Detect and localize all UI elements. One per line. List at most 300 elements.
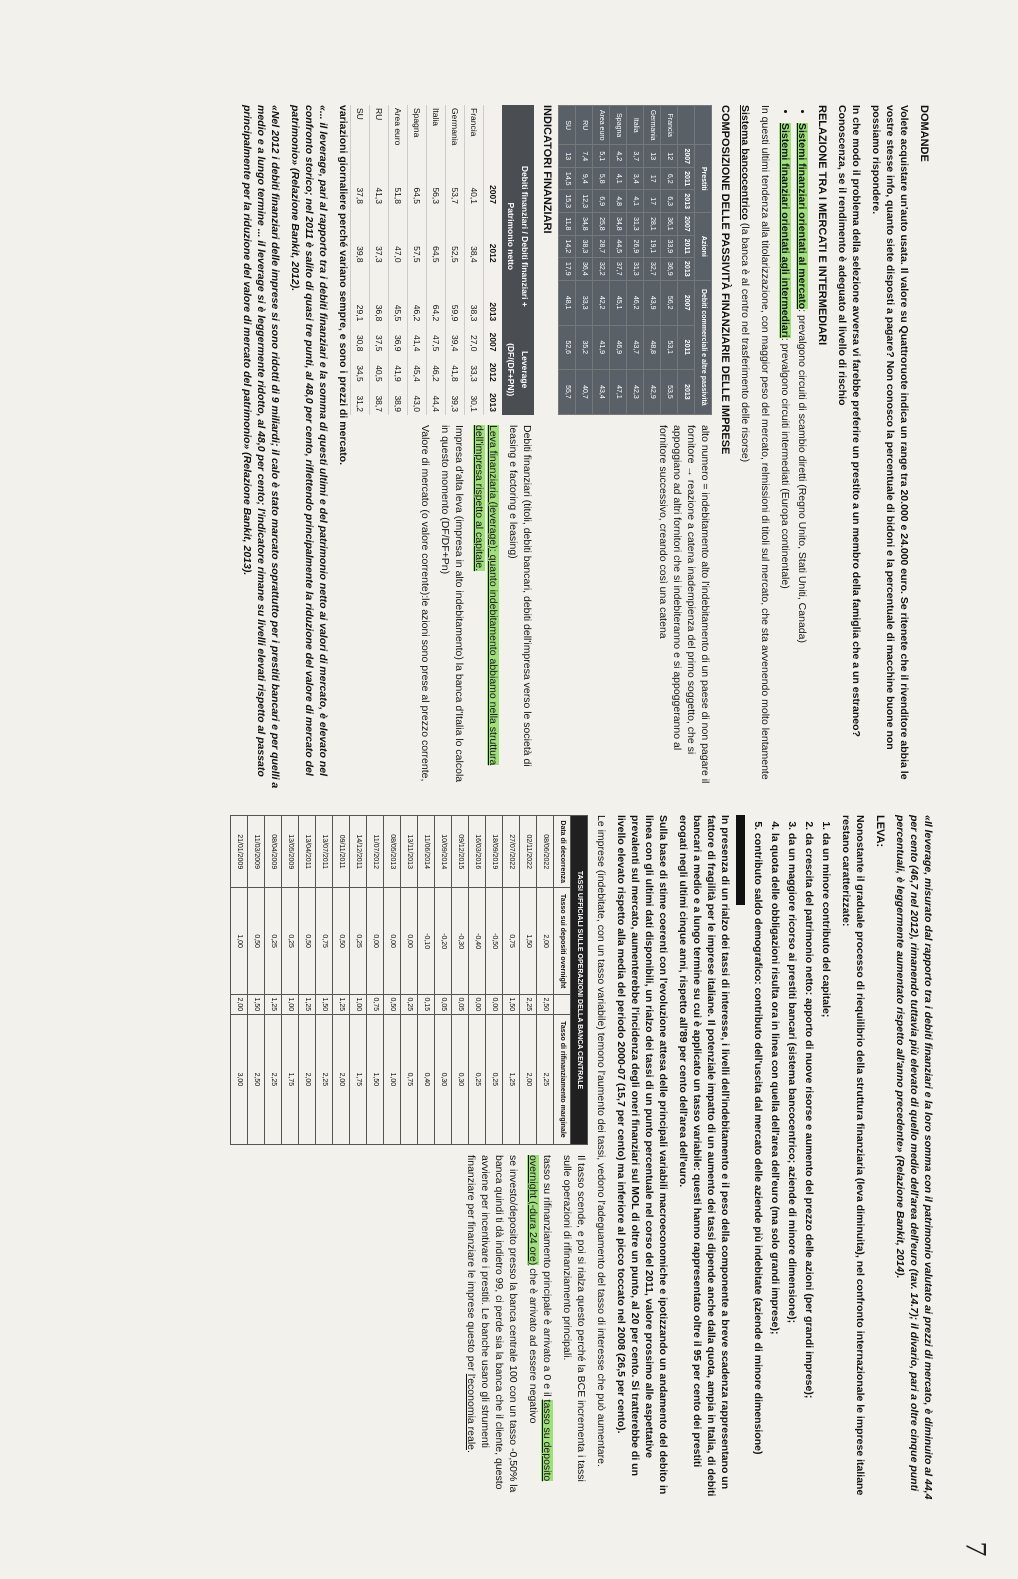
table-cell: 39,8 [351,207,370,266]
indicatori-year-4: 2012 [484,355,503,385]
table-row [370,105,389,415]
debiti-paragraph-2: Impresa d'alta leva (impresa in alto indebitamento) la banca d'Italia lo calcola in questo momento (DF/DF+Pn) [439,425,465,783]
bancocentrico-paragraph [738,105,752,795]
table-cell: 0,50 [248,888,265,994]
table-cell: 56,2 [661,280,678,325]
relazione-item-mercato-rest: : prevalgono circuiti di scambio diretti (Regno Unito, Stati Uniti, Canada) [796,309,808,643]
tassi-header-blank [554,994,571,1014]
relazione-item-intermediari-rest: : prevalgono circuiti intermediati (Europa continentale) [779,337,791,589]
table-cell: 44,4 [427,385,446,415]
table-row [661,106,678,415]
debiti-paragraph-3: Valore di mercato (o valore corrente):le azioni sono prese al prezzo corrente, [419,425,431,782]
table-cell: 13/07/2011 [316,816,333,888]
indicatori-table-group-header [502,105,534,415]
table-cell: 1,25 [265,994,282,1014]
indicatori-corner-cell [502,105,534,148]
table-cell: 1,50 [316,994,333,1014]
table-cell: 57,5 [408,207,427,266]
table-cell: 11/06/2014 [418,816,435,888]
table-cell: 36,8 [370,266,389,325]
table-cell: 1,00 [384,1014,401,1144]
table-cell: 25,8 [593,213,610,236]
tasso-p3-end: . [465,1450,477,1453]
table-cell: 19,1 [644,235,661,257]
table-cell: 35,2 [576,325,593,369]
table-cell: 1,75 [282,1014,299,1144]
table-cell: -0,40 [469,888,486,994]
table-cell: 47,0 [389,207,408,266]
table-cell: 0,00 [486,994,503,1014]
table-row [408,105,427,415]
table-cell: 4,8 [610,190,627,213]
tasso-paragraph-3 [464,1155,520,1495]
table-cell: 36,4 [576,257,593,280]
table-cell: 18/09/2019 [486,816,503,888]
table-cell: 51,8 [389,148,408,207]
table-cell: 2,00 [231,994,248,1014]
table-cell: 5,1 [593,145,610,168]
passivita-year-2: 2013 [678,190,695,213]
table-cell: 52,5 [446,207,465,266]
table-row [350,816,367,1145]
table-cell: 2,50 [537,994,554,1014]
table-cell: 42,2 [593,280,610,325]
tendenza-paragraph: In questi ultimi tendenza alla titolarizzazione, con maggior peso del mercato, relmissioni di titoli sul mercato, che sta avvenendo molto lentamente [759,105,771,780]
indicatori-year-corner [484,105,503,148]
table-row [627,106,644,415]
table-row [427,105,446,415]
passivita-header-azioni: Azioni [695,213,712,281]
table-cell: 0,25 [486,1014,503,1144]
relazione-title: RELAZIONE TRA I MERCATI E INTERMEDIARI [816,105,828,346]
composizione-row [558,105,712,795]
table-row [265,816,282,1145]
table-cell: 31,2 [351,385,370,415]
table-cell: 37,5 [370,324,389,354]
table-cell: 38,4 [465,207,484,266]
table-cell: 32,7 [644,257,661,280]
table-cell: 39,3 [446,385,465,415]
leva-title: LEVA: [874,815,886,848]
debiti-notes [350,425,534,785]
tasso-p3-text: se investo/deposito presso la banca centrale 100 con un tasso -0,50% la banca quindi ti dà indietro 99, ci perde sia la banca che il cliente, questo avviene per incentivare i prestiti. Le banche usano gli strumenti finanziare per finanziare le imprese questo per [465,1155,519,1493]
table-cell: 02/11/2022 [520,816,537,888]
table-cell: 31,3 [627,213,644,236]
passivita-header-prestiti: Prestiti [695,145,712,213]
table-row [418,816,435,1145]
tasso-notes [230,1155,588,1495]
table-cell: 53,1 [661,325,678,369]
table-cell: 38,9 [389,385,408,415]
table-cell: 2,50 [248,1014,265,1144]
debiti-paragraph-1: Debiti finanziari (titoli, debiti bancari, debiti dell'impresa verso le società di leasing e factoring e leasing) [507,425,533,767]
table-cell: 12 [661,145,678,168]
tassi-title-row [571,816,588,1145]
passivita-year-5: 2013 [678,257,695,280]
tassi-header-data: Data di decorrenza [554,816,571,888]
table-cell: 2,25 [316,1014,333,1144]
table-row [486,816,503,1145]
row-label: Spagna [610,106,627,145]
table-cell: 1,00 [350,994,367,1014]
indicatori-table-body [351,105,484,415]
table-cell: 10/09/2014 [435,816,452,888]
table-cell: 37,8 [351,148,370,207]
table-cell: 41,9 [389,355,408,385]
table-cell: 13 [644,145,661,168]
domande-paragraph-1: Volete acquistare un'auto usata. Il valore su Quattroruote indica un range tra 20.000 e 24.000 euro. Se ritenete che il rivenditore abbia le vostre stesse info, quanto siete disposti a pagare? Non conosco la percentuale di bidoni e la percentuale di macchine buone non possiamo rispondere. [870,105,910,780]
table-cell: 46,2 [627,280,644,325]
table-cell: 47,1 [610,369,627,414]
table-cell: 46,2 [427,355,446,385]
row-label: Area euro [389,105,408,148]
row-label: Spagna [408,105,427,148]
row-label: Francia [465,105,484,148]
table-cell: 0,25 [282,888,299,994]
row-label: SU [559,106,576,145]
table-cell: 14,2 [559,235,576,257]
table-cell: 6,9 [593,190,610,213]
leva-item-2: 2. da crescita del patrimonio netto: apporto di nuove risorse e aumento del prezzo delle azioni (per grandi imprese); [802,833,816,1505]
table-row [384,816,401,1145]
table-cell: 2,25 [537,1014,554,1144]
table-cell: 34,5 [351,355,370,385]
table-cell: 1,25 [299,994,316,1014]
passivita-table-group-header [695,106,712,415]
relazione-list [778,105,809,795]
composizione-title: COMPOSIZIONE DELLE PASSIVITÀ FINANZIARIE DELLE IMPRESE [719,105,731,455]
table-cell: 33,3 [576,280,593,325]
passivita-table [558,105,712,415]
table-cell: 1,50 [503,994,520,1014]
table-cell: 0,05 [452,994,469,1014]
table-row [299,816,316,1145]
table-row [559,106,576,415]
row-label: Italia [627,106,644,145]
leva-finanziaria-highlight: Leva finanziaria (leverage): quanto indebitamento abbiamo nella struttura dell'impresa rispetto al capitale. [473,425,499,766]
bankit-quote-2012: «... il leverage, pari al rapporto tra i debiti finanziari e la somma di questi ultimi e del patrimonio netto ai valori di mercato, è elevato nel confronto storico; nel 2011 è salito di quasi tre punti, al 48,0 per cento, riflettendo principalmente la riduzione del valore di mercato del patrimonio» (Relazione Bankit, 2012). [289,105,329,777]
relazione-item-intermediari [778,123,792,795]
table-cell: 27,0 [465,324,484,354]
table-cell: 08/06/2022 [537,816,554,888]
table-cell: 9,4 [576,168,593,190]
table-cell: 46,9 [610,325,627,369]
table-cell: 43,0 [408,385,427,415]
table-cell: 42,3 [627,369,644,414]
row-label: Germania [644,106,661,145]
table-cell: 14/12/2011 [350,816,367,888]
leva-list [751,815,833,1505]
table-row [389,105,408,415]
table-cell: 33,3 [465,355,484,385]
tassi-header-row [554,816,571,1145]
rotated-content-frame [135,85,935,1525]
passivita-table-body [559,106,678,415]
table-cell: 40,1 [465,148,484,207]
table-cell: 17,9 [559,257,576,280]
passivita-year-0: 2007 [678,145,695,168]
passivita-header-debiti: Debiti commerciali e altre passività [695,280,712,414]
table-cell: 17 [644,190,661,213]
passivita-year-corner [678,106,695,145]
table-row [282,816,299,1145]
tassi-table-title: TASSI UFFICIALI SULLE OPERAZIONI DELLA BANCA CENTRALE [571,816,588,1145]
indicatori-year-3: 2007 [484,324,503,354]
indicatori-year-0: 2007 [484,148,503,207]
table-cell: 44,5 [610,235,627,257]
table-cell: 1,50 [248,994,265,1014]
table-cell: 38,7 [370,385,389,415]
table-row [333,816,350,1145]
rotated-content [135,85,935,1525]
table-cell: 09/12/2015 [452,816,469,888]
table-cell: 4,1 [627,190,644,213]
table-cell: 0,75 [503,888,520,994]
table-cell: 2,25 [520,994,537,1014]
table-cell: 11/03/2009 [248,816,265,888]
table-cell: 0,05 [435,994,452,1014]
tassi-row [230,815,588,1505]
table-cell: 2,00 [537,888,554,994]
indicatori-year-2: 2013 [484,266,503,325]
tassi-header-marginale: Tasso di rifinanziamento marginale [554,1014,571,1144]
table-cell: 08/05/2013 [384,816,401,888]
table-cell: 1,25 [333,994,350,1014]
table-cell: 17 [644,168,661,190]
right-section [230,815,935,1505]
table-cell: 41,9 [593,325,610,369]
table-cell: 6,2 [661,168,678,190]
table-cell: 1,75 [350,1014,367,1144]
rischio-paragraph-3: Le imprese (indebitate, con un tasso variabile) temono l'aumento dei tassi, vedono l'adeguamento del tasso di interesse che può aumentare. [595,815,607,1467]
indicatori-title: INDICATORI FINANZIARI [541,105,553,234]
table-cell: 08/04/2009 [265,816,282,888]
table-cell: 32,2 [593,257,610,280]
row-label: Francia [661,106,678,145]
table-cell: 43,9 [644,280,661,325]
table-cell: 40,7 [576,369,593,414]
table-cell: 0,00 [384,888,401,994]
table-cell: -0,20 [435,888,452,994]
table-row [452,816,469,1145]
table-row [367,816,384,1145]
row-label: Italia [427,105,446,148]
table-cell: 33,9 [661,235,678,257]
table-cell: 6,3 [661,190,678,213]
table-cell: 36,9 [661,257,678,280]
table-cell: 13/04/2011 [299,816,316,888]
table-row [593,106,610,415]
indicatori-table [350,105,534,415]
table-cell: 16/03/2016 [469,816,486,888]
table-cell: 30,8 [351,324,370,354]
table-cell: 45,5 [389,266,408,325]
table-row [351,105,370,415]
domande-title: DOMANDE [918,105,930,162]
table-cell: 0,00 [469,994,486,1014]
table-cell: 1,50 [520,888,537,994]
table-cell: 0,75 [367,994,384,1014]
table-cell: 0,00 [367,888,384,994]
table-cell: 4,1 [610,168,627,190]
table-cell: -0,10 [418,888,435,994]
rischio-paragraph-1: In presenza di un rialzo dei tassi di interesse, i livelli dell'indebitamento e il peso della componente a breve scadenza rappresentano un fattore di fragilità per le imprese italiane. Il potenziale impatto di un aumento dei tassi dipende anche dalla quota, ampia in Italia, di debiti bancari a medio e a lungo termine su cui è applicato un tasso variabile: questi hanno rappresentato oltre il 95 per cento dei prestiti erogati negli ultimi cinque anni, rispetto all'89 per cento dell'area dell'euro. [677,815,731,1497]
catena-paragraph: alto numero = indebitamento alto l'indebitamento di un paese di non pagare il fornitore → reazione a catena inadempienza del primo soggetto, che si appoggiano ad altri fornitori che si indebiteranno e si appoggeranno al fornitore successivo, creando così una catena [657,425,711,784]
passivita-year-8: 2013 [678,369,695,414]
table-cell: 0,25 [469,1014,486,1144]
table-cell: 52,6 [559,325,576,369]
leva-item-3: 3. da un maggiore ricorso ai prestiti bancari (sistema bancocentrico; aziende di minore dimensione); [785,833,799,1505]
highlight-intermediari: Sistemi finanziari orientati agli intermediari [779,123,791,338]
table-cell: 2,00 [333,1014,350,1144]
leva-item-4: 4. la quota delle obbligazioni risulta ora in linea con quella dell'area dell'euro (ma solo grandi imprese); [768,833,782,1505]
indicatori-year-1: 2012 [484,207,503,266]
passivita-year-3: 2007 [678,213,695,236]
domande-paragraph-2: In che modo il problema della selezione avversa vi farebbe preferire un prestito a un membro della famiglia che a un estraneo? Conoscenza, se il rendimento è adeguato al livello di rischio [836,105,862,737]
table-cell: 11/07/2012 [367,816,384,888]
tasso-p2-start: tasso su rifinanziamento principale è arrivato a 0 e il [541,1155,553,1400]
table-cell: -0,30 [452,888,469,994]
table-cell: 0,25 [401,994,418,1014]
table-cell: 3,4 [627,168,644,190]
table-cell: 1,00 [231,888,248,994]
table-cell: 38,3 [576,235,593,257]
table-cell: 0,75 [401,1014,418,1144]
table-cell: 15,3 [559,190,576,213]
left-section [234,105,935,795]
tassi-table [230,815,588,1145]
bankit-quote-2014: «Il leverage, misurato dal rapporto tra i debiti finanziari e la loro somma con il patrimonio valutato ai prezzi di mercato, è diminuito al 44,4 per cento (46,7 nel 2012), rimanendo tuttavia più elevato di quello medio dell'area dell'euro (tav. 14.7); il divario, pari a oltre cinque punti percentuali, è leggermente aumentato rispetto all'anno precedente» (Relazione Bankit, 2014). [894,815,934,1500]
page-number: 7 [959,1541,993,1557]
table-cell: 3,7 [627,145,644,168]
table-row [231,816,248,1145]
table-cell: 1,00 [282,994,299,1014]
table-cell: 13/05/2009 [282,816,299,888]
row-label: RU [576,106,593,145]
table-cell: 31,3 [627,257,644,280]
table-cell: 0,30 [452,1014,469,1144]
highlight-mercato: Sistemi finanziari orientati al mercato [796,123,808,310]
indicatori-row [350,105,534,795]
table-row [469,816,486,1145]
table-cell: 5,8 [593,168,610,190]
table-row [401,816,418,1145]
table-cell: 13 [559,145,576,168]
table-cell: 37,7 [610,257,627,280]
table-cell: 48,8 [644,325,661,369]
table-cell: 64,5 [408,148,427,207]
bancocentrico-term: Sistema bancocentrico [739,105,751,220]
passivita-corner-cell [695,106,712,145]
table-cell: 0,50 [299,888,316,994]
table-cell: 28,1 [644,213,661,236]
table-cell: 3,00 [231,1014,248,1144]
economia-reale: l'economia reale [465,1373,477,1451]
redaction-bar [736,815,745,905]
overnight-highlight: tasso su deposito overnight (-dura 24 ore) [527,1155,553,1482]
table-row [644,106,661,415]
table-row [316,816,333,1145]
passivita-table-years [678,106,695,415]
table-cell: 0,25 [265,888,282,994]
passivita-year-7: 2011 [678,325,695,369]
indicatori-year-5: 2013 [484,385,503,415]
table-cell: 27/07/2022 [503,816,520,888]
indicatori-table-years [484,105,503,415]
table-cell: 36,9 [389,324,408,354]
table-cell: 0,40 [418,1014,435,1144]
table-cell: 55,7 [559,369,576,414]
variazioni-paragraph: variazioni giornaliere perché variano sempre, e sono i prezzi di mercato. [337,105,349,466]
table-cell: 30,1 [465,385,484,415]
table-cell: 26,9 [627,235,644,257]
table-cell: -0,50 [486,888,503,994]
passivita-year-6: 2007 [678,280,695,325]
table-cell: 34,8 [576,213,593,236]
table-cell: 42,9 [644,369,661,414]
row-label: RU [370,105,389,148]
table-cell: 43,4 [593,369,610,414]
table-cell: 09/11/2011 [333,816,350,888]
table-cell: 21/01/2009 [231,816,248,888]
table-row [465,105,484,415]
tasso-p2-end: che è arrivato ad essere negativo [527,1265,539,1424]
table-cell: 2,25 [265,1014,282,1144]
tasso-paragraph-2 [526,1155,554,1495]
table-cell: 0,15 [418,994,435,1014]
leva-item-5: 5. contributo saldo demografico: contributo dell'uscita dal mercato delle aziende più indebitate (aziende di minore dimensione) [751,833,765,1505]
table-cell: 0,75 [316,888,333,994]
table-cell: 56,3 [427,148,446,207]
table-cell: 41,3 [370,148,389,207]
table-cell: 4,2 [610,145,627,168]
tassi-table-body [231,816,554,1145]
table-cell: 45,1 [610,280,627,325]
table-cell: 14,5 [559,168,576,190]
indicatori-header-leverage: Leverage (DF/(DF+PN)) [502,324,534,415]
indicatori-header-df: Debiti finanziari / Debiti finanziari + Patrimonio netto [502,148,534,324]
table-cell: 64,5 [427,207,446,266]
table-row [537,816,554,1145]
table-cell: 40,5 [370,355,389,385]
table-cell: 59,9 [446,266,465,325]
table-cell: 13/11/2013 [401,816,418,888]
table-cell: 53,7 [446,148,465,207]
table-row [248,816,265,1145]
table-cell: 47,5 [427,324,446,354]
table-row [610,106,627,415]
table-cell: 64,2 [427,266,446,325]
table-cell: 37,3 [370,207,389,266]
table-cell: 1,50 [367,1014,384,1144]
table-cell: 12,3 [576,190,593,213]
tassi-header-overnight: Tasso sui depositi overnight [554,888,571,994]
leva-item-1: 1. da un minore contributo del capitale; [819,833,833,1505]
table-cell: 0,00 [401,888,418,994]
table-cell: 28,7 [593,235,610,257]
row-label: Germania [446,105,465,148]
table-cell: 0,25 [350,888,367,994]
tasso-paragraph-1: Il tasso scende, e poi si rialza questo perché la BCE incrementa i tassi sulle operazioni di rifinanziamento principali. [561,1155,587,1482]
passivita-year-1: 2011 [678,168,695,190]
table-cell: 0,50 [384,994,401,1014]
table-cell: 46,2 [408,266,427,325]
leva-intro: Nonostante il graduale processo di riequilibrio della struttura finanziaria (leva diminuita), nel confronto internazionale le imprese italiane restano caratterizzate: [840,815,866,1496]
table-row [446,105,465,415]
table-cell: 36,1 [661,213,678,236]
table-cell: 45,4 [408,355,427,385]
table-cell: 34,8 [610,213,627,236]
